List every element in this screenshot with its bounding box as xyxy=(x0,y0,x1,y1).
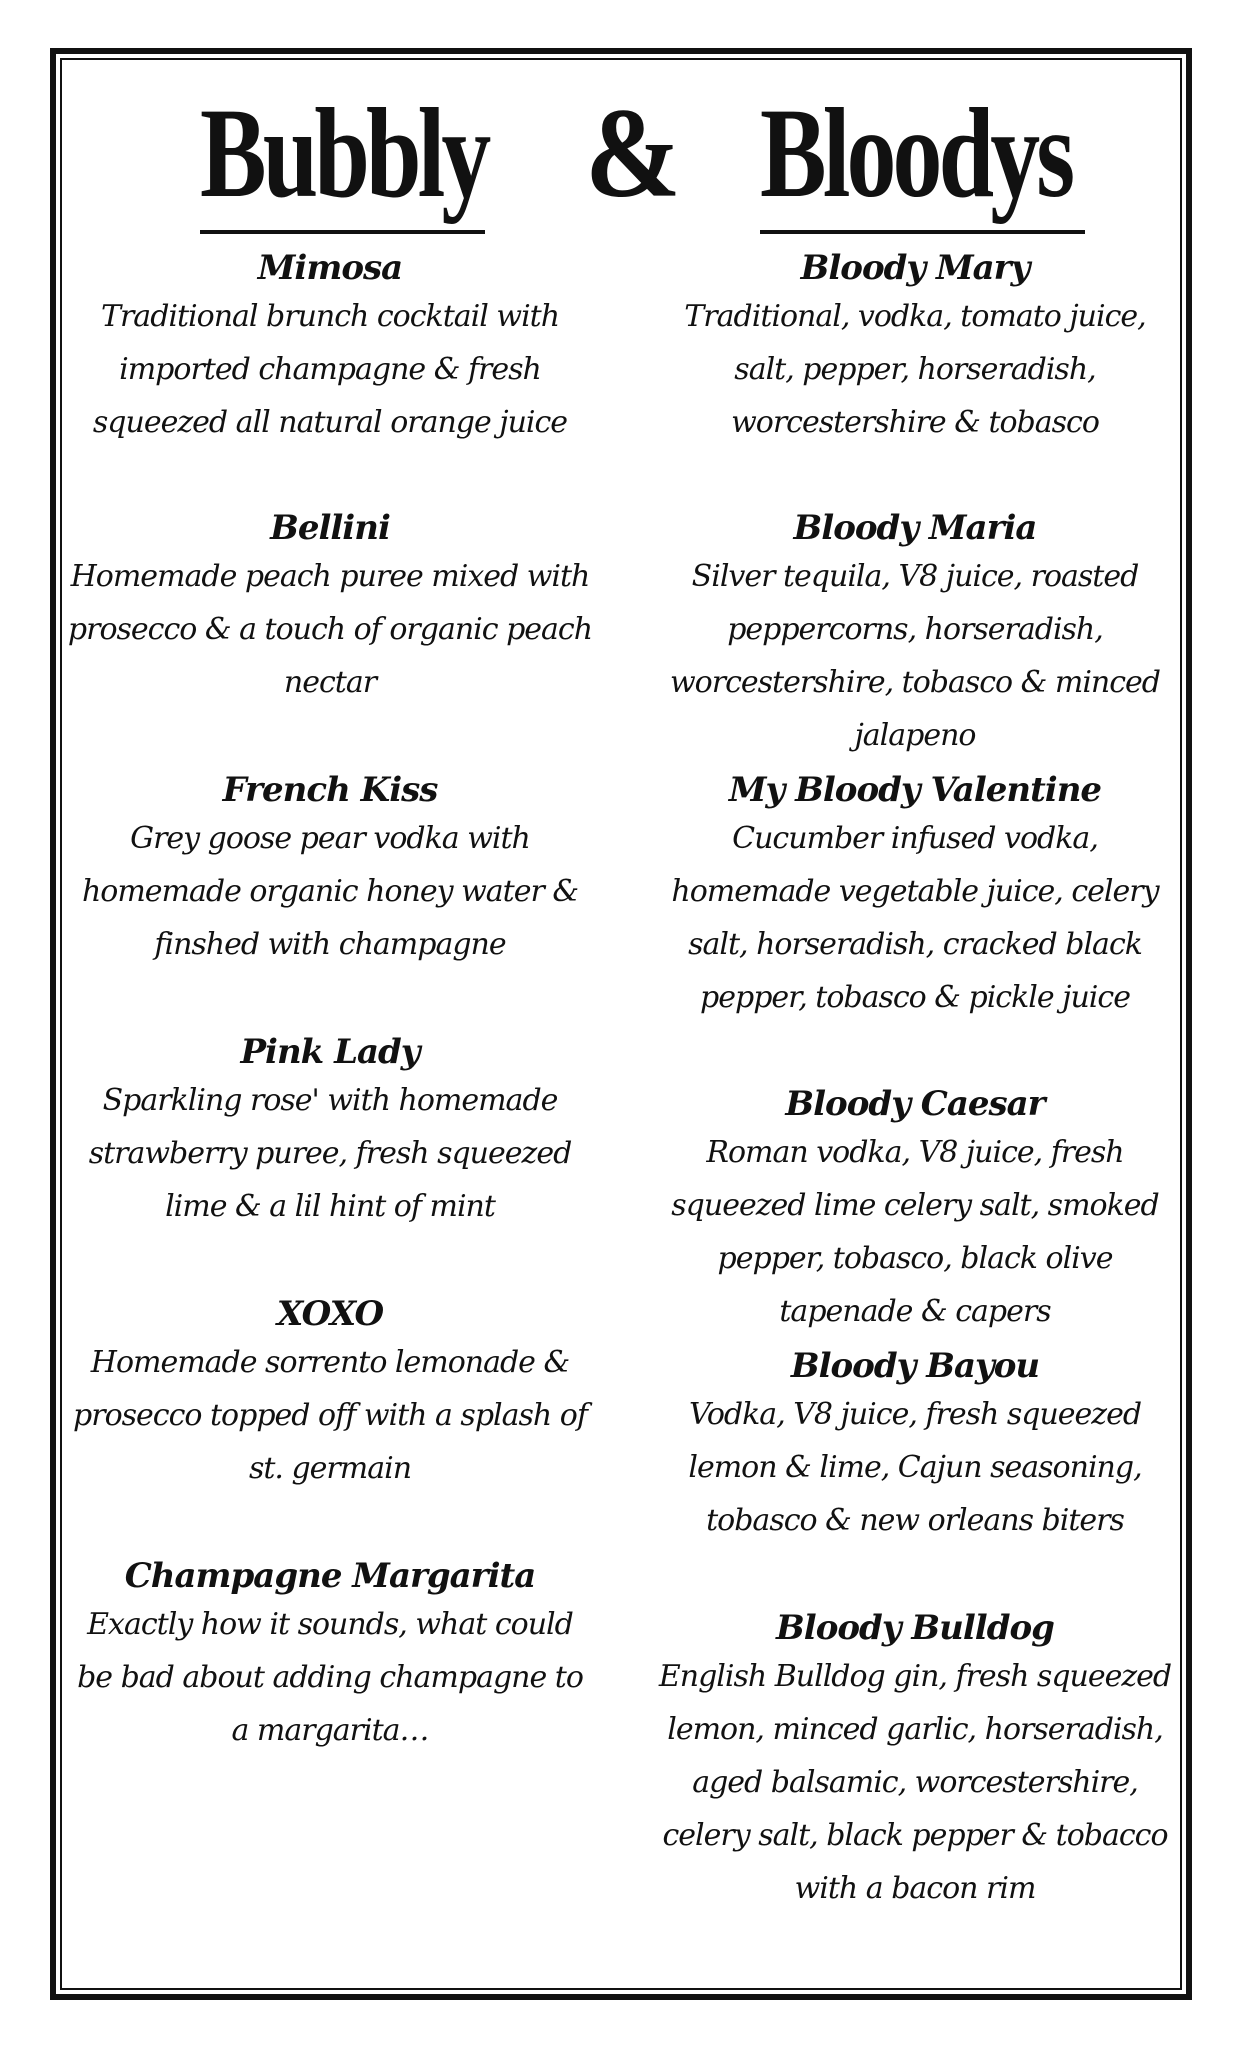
menu-item xyxy=(645,1606,1185,1915)
item-description: Homemade peach puree mixed with prosecco & a touch of organic peach nectar xyxy=(67,559,593,700)
menu-item xyxy=(60,1030,600,1233)
item-name: Bloody Bulldog xyxy=(776,1608,1054,1648)
item-description: Grey goose pear vodka with homemade organic honey water & finshed with champagne xyxy=(81,821,579,962)
menu-item xyxy=(645,768,1185,1024)
item-name: Bloody Bayou xyxy=(790,1346,1040,1386)
item-description: Traditional, vodka, tomato juice, salt, pepper, horseradish, worcestershire & tobasco xyxy=(684,299,1146,440)
item-name: Bellini xyxy=(270,508,390,548)
menu-item xyxy=(60,768,600,971)
title-underline-right xyxy=(760,230,1085,234)
menu-item xyxy=(645,1082,1185,1338)
menu-item xyxy=(60,1292,600,1495)
item-description: Vodka, V8 juice, fresh squeezed lemon & lime, Cajun seasoning, tobasco & new orleans biters xyxy=(688,1397,1142,1538)
item-name: Mimosa xyxy=(257,248,403,288)
title-ampersand: & xyxy=(585,82,677,224)
menu-title xyxy=(0,82,1243,238)
title-bloodys: Bloodys xyxy=(760,82,1072,224)
item-description: Roman vodka, V8 juice, fresh squeezed lime celery salt, smoked pepper, tobasco, black olive tapenade & capers xyxy=(671,1135,1159,1329)
item-name: XOXO xyxy=(276,1294,384,1334)
item-name: Pink Lady xyxy=(240,1032,420,1072)
item-description: Sparkling rose' with homemade strawberry puree, fresh squeezed lime & a lil hint of mint xyxy=(88,1083,572,1224)
item-description: Silver tequila, V8 juice, roasted peppercorns, horseradish, worcestershire, tobasco & minced jalapeno xyxy=(669,559,1161,753)
menu-item xyxy=(60,506,600,709)
item-name: Bloody Caesar xyxy=(785,1084,1045,1124)
menu-item xyxy=(60,246,600,449)
item-name: Bloody Mary xyxy=(800,248,1030,288)
item-description: Exactly how it sounds, what could be bad about adding champagne to a margarita… xyxy=(77,1607,583,1748)
title-underline-left xyxy=(200,230,485,234)
item-name: French Kiss xyxy=(222,770,438,810)
menu-item xyxy=(645,506,1185,762)
menu-item xyxy=(60,1554,600,1757)
item-name: My Bloody Valentine xyxy=(728,770,1102,810)
menu-item xyxy=(645,246,1185,449)
item-description: Cucumber infused vodka, homemade vegetable juice, celery salt, horseradish, cracked black pepper, tobasco & pickle juice xyxy=(671,821,1159,1015)
title-bubbly: Bubbly xyxy=(200,82,488,224)
item-description: Traditional brunch cocktail with imported champagne & fresh squeezed all natural orange juice xyxy=(92,299,568,440)
item-description: Homemade sorrento lemonade & prosecco topped off with a splash of st. germain xyxy=(73,1345,587,1486)
item-name: Bloody Maria xyxy=(793,508,1037,548)
item-name: Champagne Margarita xyxy=(124,1556,536,1596)
menu-item xyxy=(645,1344,1185,1547)
item-description: English Bulldog gin, fresh squeezed lemon, minced garlic, horseradish, aged balsamic, worcestershire, celery salt, black pepper & tobacco with a bacon rim xyxy=(658,1659,1172,1906)
